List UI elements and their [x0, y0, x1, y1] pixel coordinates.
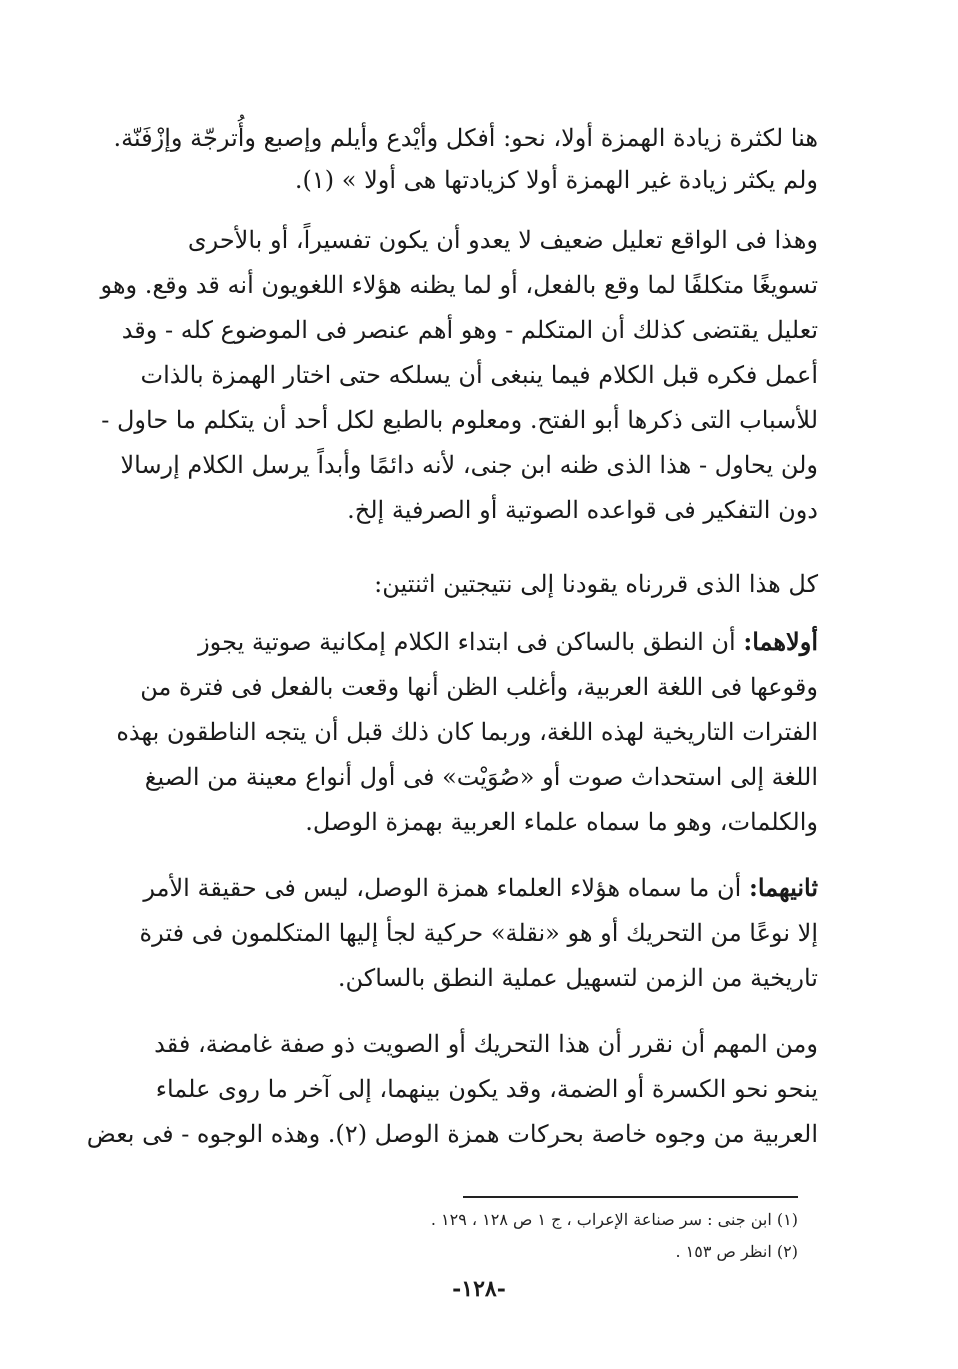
text-line: ولم يكثر زيادة غير الهمزة أولا كزيادتها هى أولا » (١). [294, 166, 818, 194]
paragraph-3 [128, 570, 818, 615]
text-line: تعليل يقتضى كذلك أن المتكلم - وهو أهم عنصر فى الموضوع كله - وقد [121, 316, 818, 344]
text-line: هنا لكثرة زيادة الهمزة أولا، نحو: أفكل وأيْدع وأيلم وإصبع وأُترجّة وإزْفَنّة. [113, 124, 818, 152]
paragraph-lead: ثانيهما: [748, 873, 818, 902]
paragraph-2 [100, 226, 818, 541]
paragraph-lead: أولاهما: [743, 627, 818, 656]
text-line [128, 628, 818, 673]
footnote-2: (٢) انظر ص ١٥٣ . [675, 1242, 798, 1261]
text-line: وقوعها فى اللغة العربية، وأغلب الظن أنها وقعت بالفعل فى فترة من [140, 673, 818, 701]
text-line: ينحو نحو الكسرة أو الضمة، وقد يكون بينهما، إلى آخر ما روى علماء [155, 1075, 818, 1103]
text-line: أعمل فكره قبل الكلام فيما ينبغى أن يسلكه حتى اختار الهمزة بالذات [140, 361, 818, 389]
text-line: كل هذا الذى قررناه يقودنا إلى نتيجتين اثنتين: [374, 570, 818, 598]
text-line: تسويغًا متكلفًا لما وقع بالفعل، أو لما يظنه هؤلاء اللغويون أنه قد وقع. وهو [100, 271, 818, 299]
paragraph-6 [86, 1030, 818, 1165]
text-fragment: أن النطق بالساكن فى ابتداء الكلام إمكانية صوتية يجوز [198, 628, 744, 656]
text-line: اللغة إلى استحداث صوت أو «صُوَيْت» فى أول أنواع معينة من الصيغ [144, 763, 818, 791]
page-number: -١٢٨- [452, 1276, 506, 1302]
text-line: تاريخية من الزمن لتسهيل عملية النطق بالساكن. [337, 964, 818, 992]
text-line: ولن يحاول - هذا الذى ظنه ابن جنى، لأنه دائمًا وأبداً يرسل الكلام إرسالا [120, 451, 818, 479]
footnote-1: (١) ابن جنى : سر صناعة الإعراب ، ج ١ ص ١٢٨ ، ١٢٩ . [430, 1210, 798, 1229]
text-fragment: أن ما سماه هؤلاء العلماء همزة الوصل، ليس فى حقيقة الأمر [143, 874, 749, 902]
text-line: للأسباب التى ذكرها أبو الفتح. ومعلوم بالطبع لكل أحد أن يتكلم ما حاول - [101, 406, 818, 434]
text-line [128, 874, 818, 919]
paragraph-4 [116, 627, 818, 853]
footnote-divider [463, 1196, 798, 1198]
text-line: الفترات التاريخية لهذه اللغة، وربما كان ذلك قبل أن يتجه الناطقون بهذه [116, 718, 818, 746]
text-line: العربية من وجوه خاصة بحركات همزة الوصل (٢). وهذه الوجوه - فى بعض [86, 1120, 818, 1148]
text-line: إلا نوعًا من التحريك أو هو «نقلة» حركية لجأ إليها المتكلمون فى فترة [139, 919, 818, 947]
paragraph-1 [113, 124, 818, 208]
text-line: دون التفكير فى قواعده الصوتية أو الصرفية إلخ. [347, 496, 818, 524]
paragraph-5 [128, 874, 818, 1009]
text-line: ومن المهم أن نقرر أن هذا التحريك أو الصويت ذو صفة غامضة، فقد [154, 1030, 818, 1058]
text-line: وهذا فى الواقع تعليل ضعيف لا يعدو أن يكون تفسيراً، أو بالأحرى [187, 226, 818, 254]
text-line: والكلمات، وهو ما سماه علماء العربية بهمزة الوصل. [305, 808, 818, 836]
